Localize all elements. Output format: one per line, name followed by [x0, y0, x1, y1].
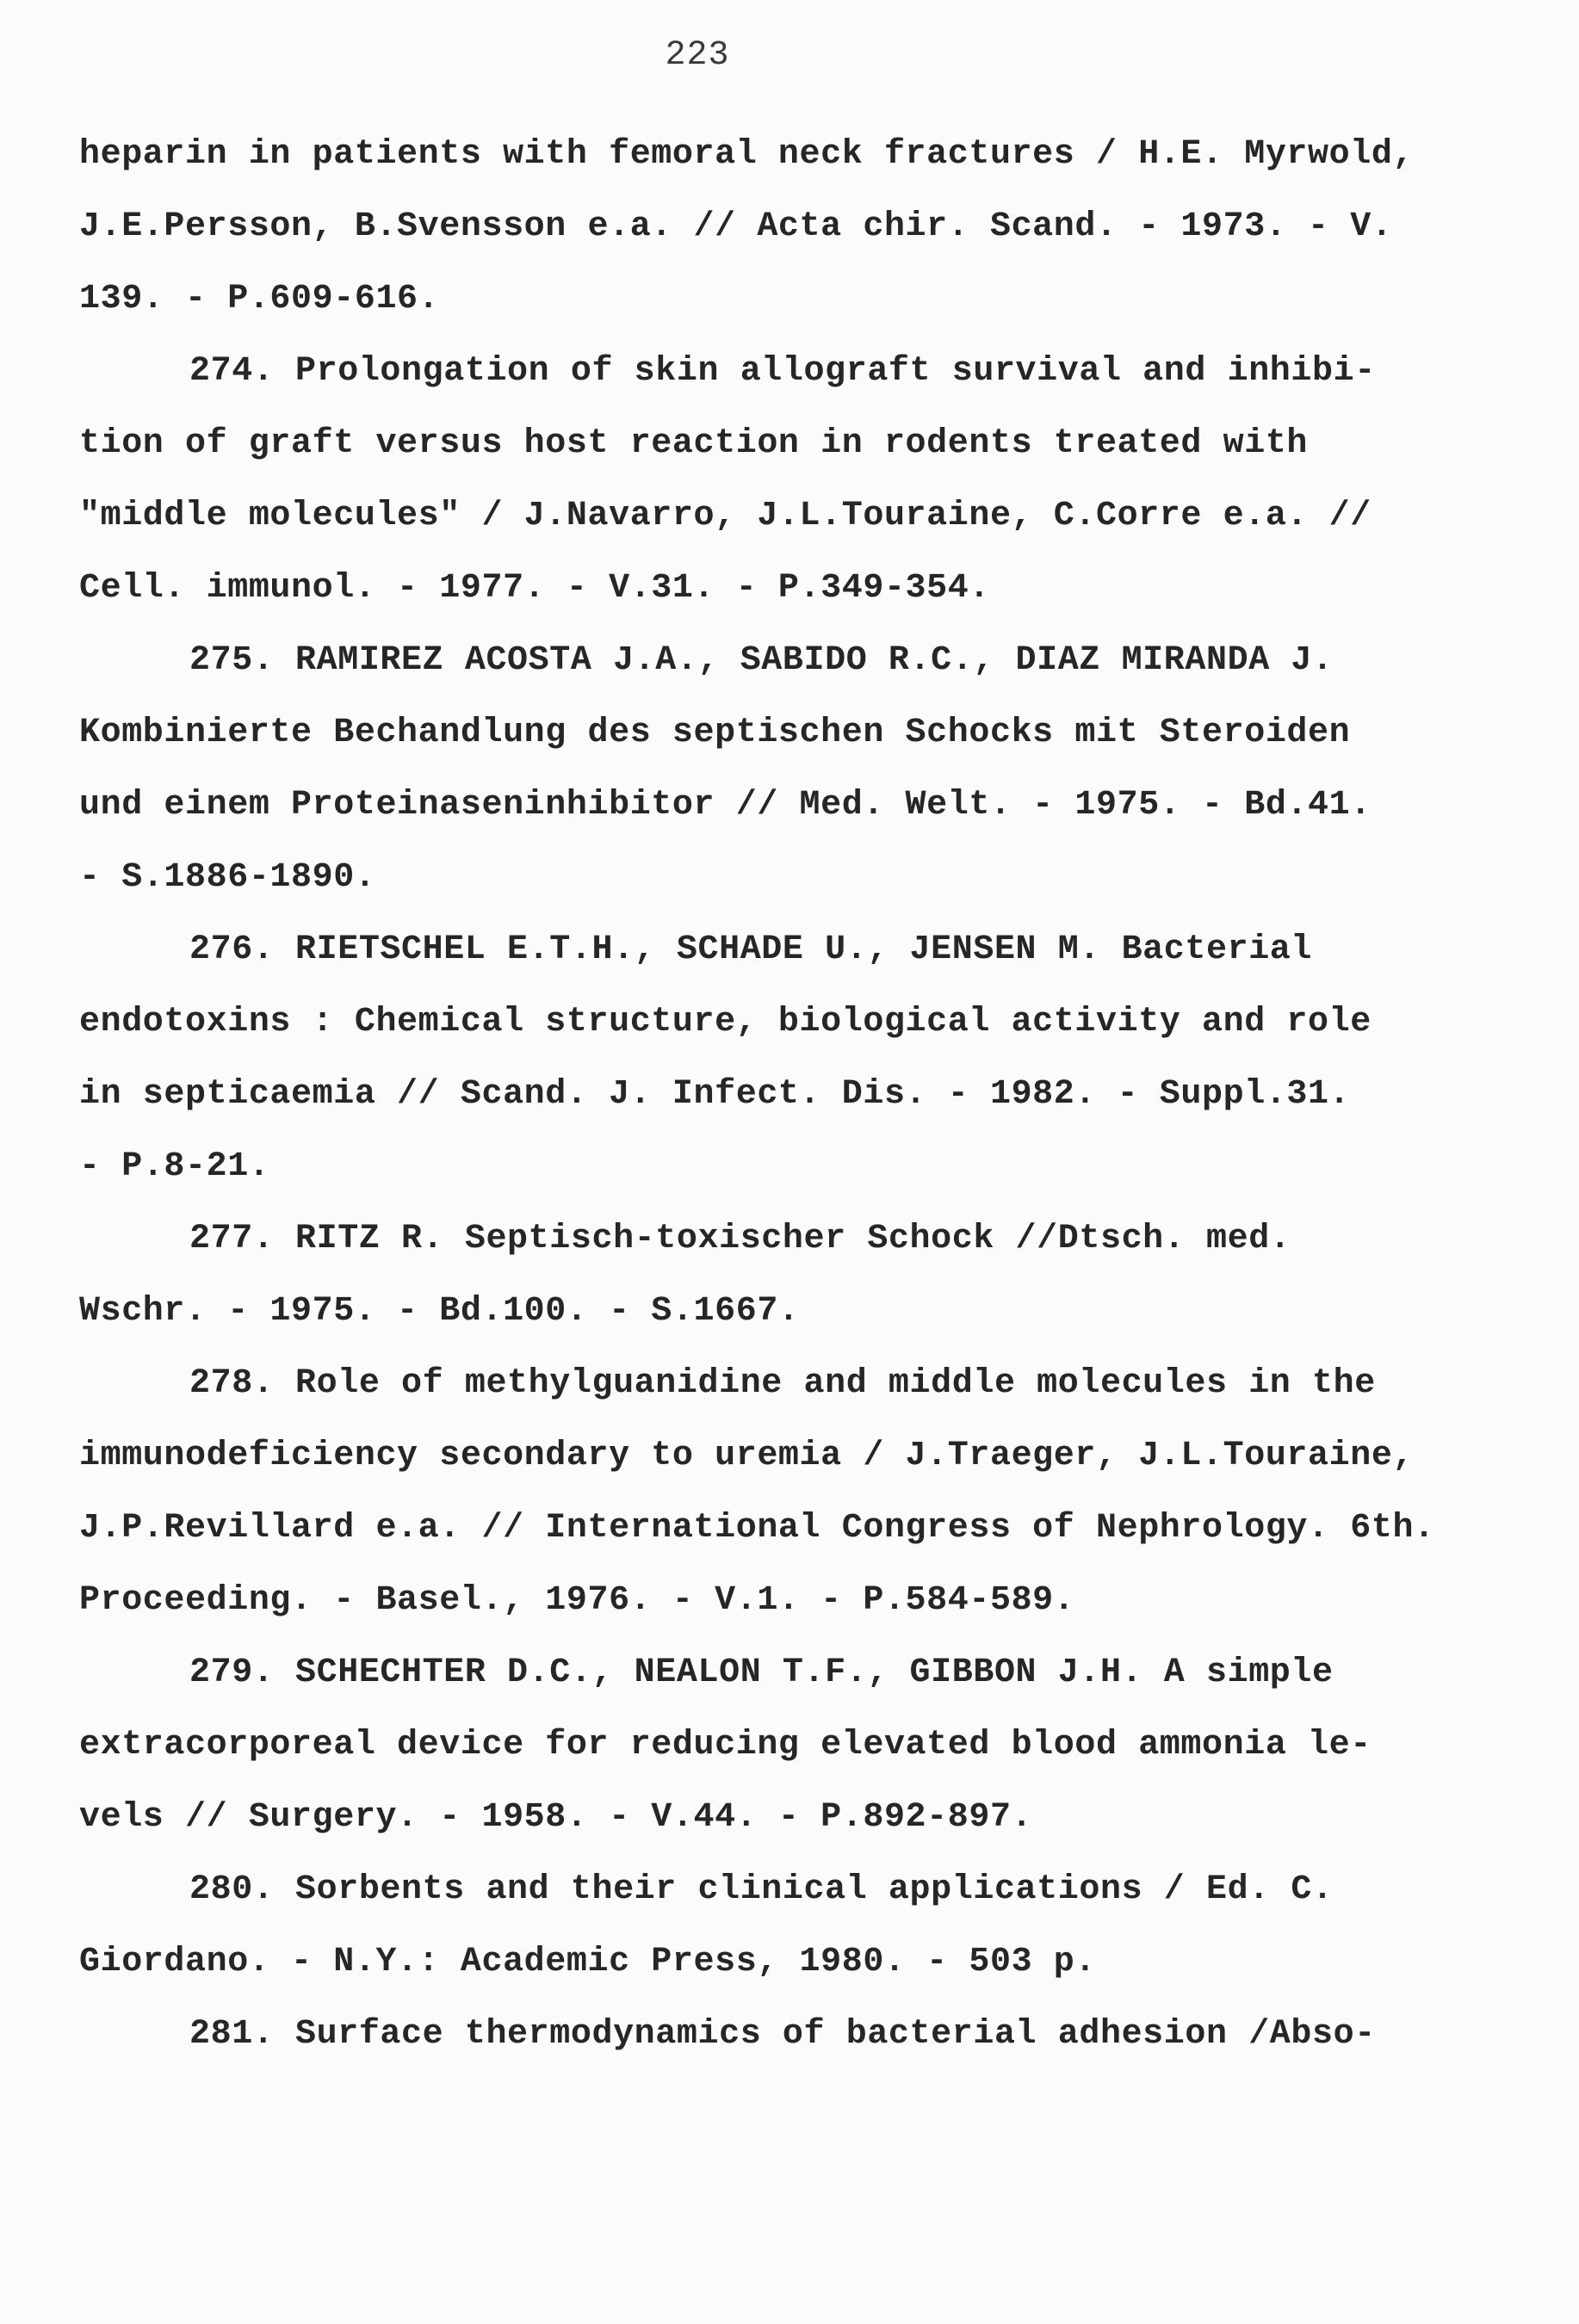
text-line: 274. Prolongation of skin allograft survival and inhibi-	[189, 352, 1376, 391]
text-line: und einem Proteinaseninhibitor // Med. Welt. - 1975. - Bd.41.	[79, 786, 1372, 825]
text-line: - S.1886-1890.	[79, 858, 376, 897]
text-line: Wschr. - 1975. - Bd.100. - S.1667.	[79, 1292, 800, 1331]
text-line: extracorporeal device for reducing elevated blood ammonia le-	[79, 1726, 1372, 1765]
text-line: "middle molecules" / J.Navarro, J.L.Touraine, C.Corre e.a. //	[79, 497, 1372, 535]
text-line: 278. Role of methylguanidine and middle molecules in the	[189, 1364, 1376, 1403]
text-line: - P.8-21.	[79, 1147, 270, 1186]
text-line: 280. Sorbents and their clinical applications / Ed. C.	[189, 1870, 1334, 1909]
reference-list	[79, 119, 1500, 2071]
text-line: 277. RITZ R. Septisch-toxischer Schock //Dtsch. med.	[189, 1220, 1291, 1258]
text-line: endotoxins : Chemical structure, biological activity and role	[79, 1003, 1372, 1041]
text-line: heparin in patients with femoral neck fractures / H.E. Myrwold,	[79, 135, 1415, 174]
text-line: tion of graft versus host reaction in rodents treated with	[79, 424, 1309, 463]
text-line: vels // Surgery. - 1958. - V.44. - P.892-897.	[79, 1798, 1033, 1837]
text-line: J.E.Persson, B.Svensson e.a. // Acta chir. Scand. - 1973. - V.	[79, 207, 1393, 246]
text-line: Cell. immunol. - 1977. - V.31. - P.349-354.	[79, 569, 990, 608]
text-line: J.P.Revillard e.a. // International Congress of Nephrology. 6th.	[79, 1509, 1435, 1548]
text-line: in septicaemia // Scand. J. Infect. Dis. - 1982. - Suppl.31.	[79, 1075, 1351, 1114]
text-line: immunodeficiency secondary to uremia / J.Traeger, J.L.Touraine,	[79, 1437, 1415, 1475]
text-line: Proceeding. - Basel., 1976. - V.1. - P.584-589.	[79, 1581, 1075, 1620]
text-line: 276. RIETSCHEL E.T.H., SCHADE U., JENSEN M. Bacterial	[189, 930, 1313, 969]
text-line: 281. Surface thermodynamics of bacterial adhesion /Abso-	[189, 2015, 1376, 2054]
page-number: 223	[665, 36, 730, 75]
text-line: 275. RAMIREZ ACOSTA J.A., SABIDO R.C., DIAZ MIRANDA J.	[189, 641, 1334, 680]
text-line: Kombinierte Bechandlung des septischen Schocks mit Steroiden	[79, 714, 1351, 752]
text-line: 139. - P.609-616.	[79, 280, 440, 318]
text-line: 279. SCHECHTER D.C., NEALON T.F., GIBBON J.H. A simple	[189, 1653, 1334, 1692]
text-line: Giordano. - N.Y.: Academic Press, 1980. - 503 p.	[79, 1943, 1096, 1981]
